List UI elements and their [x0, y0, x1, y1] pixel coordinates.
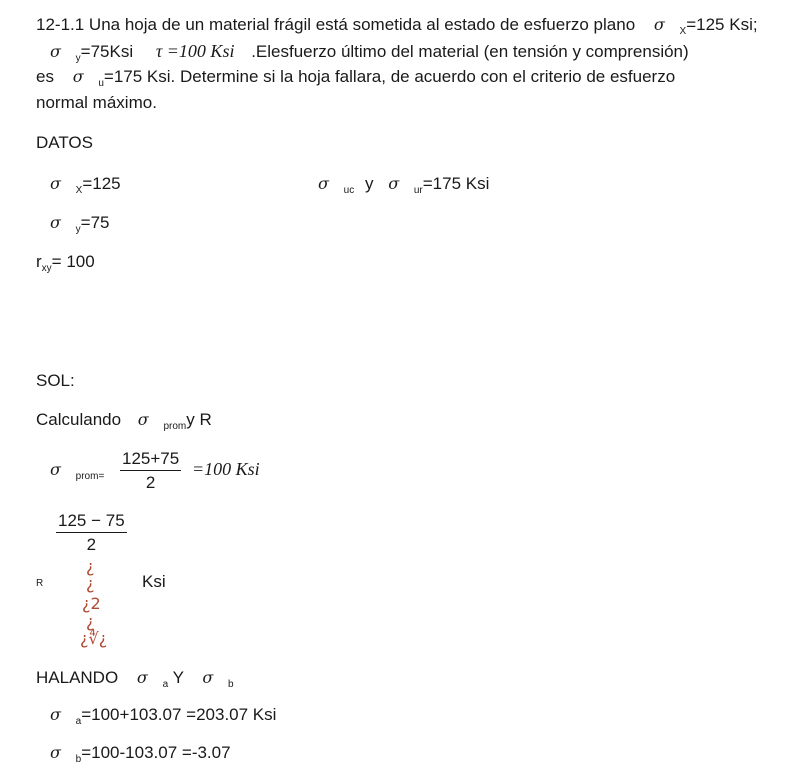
sigma-y-symbol: σ [50, 42, 61, 61]
r-glyph-4: ¿ [86, 612, 95, 631]
halando-sigma-a-subscript: a [162, 679, 169, 690]
sigma-x-subscript: X [679, 26, 687, 37]
halando-text: HALANDO [36, 668, 119, 687]
datos-rxy-subscript: xy [41, 263, 52, 274]
sigma-y-value: =75Ksi [80, 42, 134, 61]
result-sigma-b-symbol: σ [50, 743, 61, 762]
datos-sigma-ultimate [318, 174, 489, 194]
prom-label [50, 460, 104, 480]
result-sigma-a-symbol: σ [50, 705, 61, 724]
problem-line-4: normal máximo. [36, 93, 157, 112]
halando-y-text: Y [172, 668, 184, 687]
es-text: es [36, 67, 54, 86]
datos-rxy-value: = 100 [51, 252, 95, 271]
halando-sigma-b-symbol: σ [202, 668, 214, 687]
r-glyph-1: ¿ [86, 557, 95, 576]
problem-ultimate-text: .Elesfuerzo último del material (en tensión y comprensión) [251, 42, 689, 61]
problem-intro-text: 12-1.1 Una hoja de un material frágil está sometida al estado de esfuerzo plano [36, 15, 636, 34]
datos-sigma-y-value: =75 [80, 213, 110, 232]
datos-rxy [36, 252, 95, 272]
result-sigma-b-value: =100-103.07 =-3.07 [81, 743, 231, 762]
r-denominator: 2 [86, 535, 97, 554]
datos-sigma-x [50, 174, 121, 194]
datos-y-text: y [364, 174, 374, 193]
datos-sigma-ur-symbol: σ [388, 174, 400, 193]
r-fraction [56, 510, 127, 557]
sigma-a-result [50, 705, 276, 725]
sigma-x-symbol: σ [653, 15, 665, 34]
sigma-y-subscript: y [75, 53, 81, 64]
prom-denominator: 2 [145, 473, 156, 492]
r-glyph-2: ¿ [86, 574, 95, 593]
result-sigma-b-subscript: b [75, 754, 82, 765]
calc-sigma-subscript: prom [163, 421, 187, 432]
datos-sigma-uc-symbol: σ [318, 174, 329, 193]
sigma-b-result [50, 743, 231, 763]
sigma-u-subscript: u [98, 78, 104, 89]
datos-sigma-x-value: =125 [82, 174, 121, 193]
result-sigma-a-subscript: a [75, 716, 82, 727]
datos-sigma-x-symbol: σ [50, 174, 61, 193]
prom-fraction [120, 448, 181, 495]
prom-sigma-symbol: σ [50, 460, 61, 479]
sigma-u-symbol: σ [72, 67, 84, 86]
r-label: R [36, 578, 44, 589]
r-numerator: 125 − 75 [56, 510, 127, 533]
datos-heading: DATOS [36, 133, 93, 152]
calculando-text: Calculando [36, 410, 122, 429]
calc-sigma-symbol: σ [137, 410, 149, 429]
datos-sigma-y-subscript: y [75, 224, 81, 235]
datos-sigma-ur-value: =175 Ksi [422, 174, 490, 193]
calculando-line [36, 410, 212, 430]
halando-sigma-b-subscript: b [228, 679, 234, 690]
tau-equation: τ =100 Ksi [155, 41, 235, 61]
prom-result: =100 Ksi [192, 459, 260, 479]
sigma-u-text: =175 Ksi. Determine si la hoja fallara, de acuerdo con el criterio de esfuerzo [103, 67, 676, 86]
r-unit: Ksi [142, 572, 166, 591]
r-glyph-3: ¿2 [82, 594, 101, 613]
calc-rest-text: y R [186, 410, 212, 429]
sigma-x-value: =125 Ksi; [686, 15, 758, 34]
r-glyph-5: ¿∜¿ [80, 629, 108, 648]
prom-numerator: 125+75 [120, 448, 181, 471]
datos-sigma-x-subscript: X [75, 185, 83, 196]
halando-sigma-a-symbol: σ [136, 668, 148, 687]
result-sigma-a-value: =100+103.07 =203.07 Ksi [81, 705, 277, 724]
datos-rxy-r: r [36, 252, 42, 271]
halando-line [36, 668, 234, 688]
datos-sigma-uc-subscript: uc [343, 185, 355, 196]
prom-sigma-subscript: prom= [75, 471, 105, 482]
sol-heading: SOL: [36, 371, 75, 390]
datos-sigma-y [50, 213, 110, 233]
datos-sigma-y-symbol: σ [50, 213, 61, 232]
datos-sigma-ur-subscript: ur [413, 185, 423, 196]
